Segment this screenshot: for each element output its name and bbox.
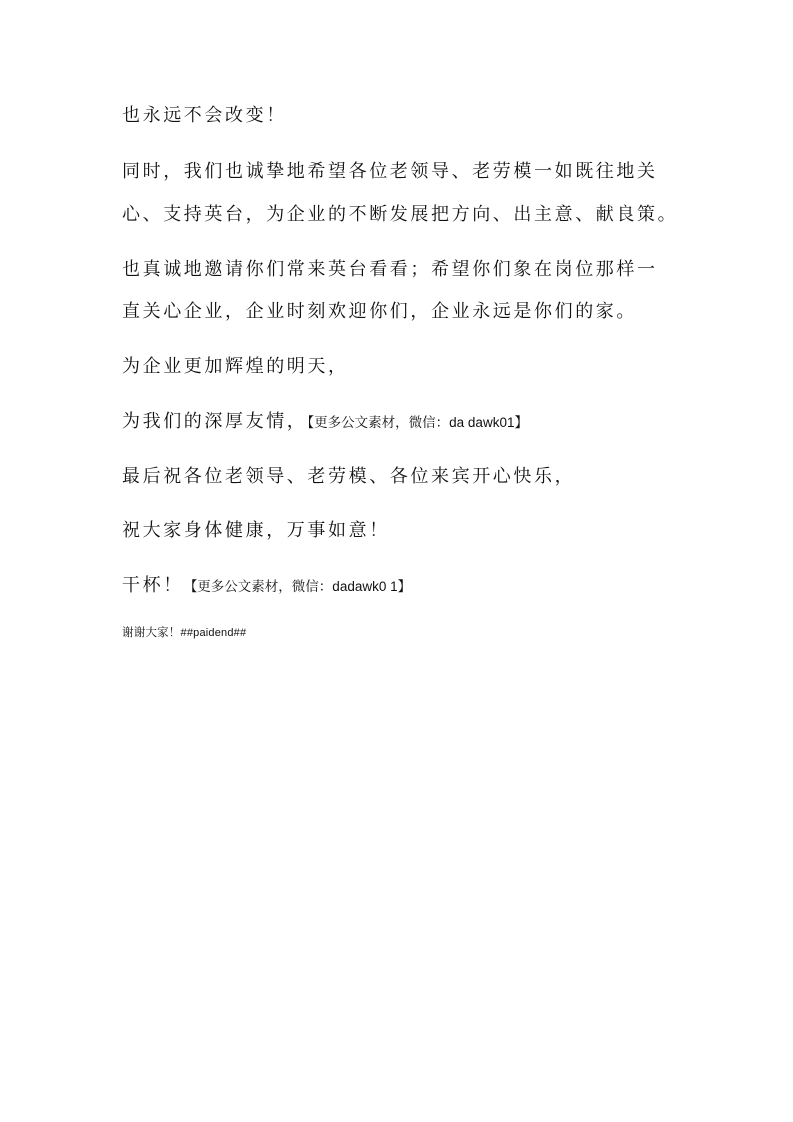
text-line-1: 也永远不会改变！ (122, 105, 287, 126)
text-line-health: 祝大家身体健康，万事如意！ (122, 520, 390, 541)
wechat-note-1: 【更多公文素材，微信：da dawk01】 (307, 415, 528, 430)
closing-line (122, 624, 246, 641)
text-line-friendship (122, 410, 528, 435)
text-line-4: 也真诚地邀请你们常来英台看看；希望你们象在岗位那样一 (122, 259, 658, 280)
text-line-cheers (122, 574, 411, 599)
closing-text: 谢谢大家！ (122, 625, 181, 639)
text-line-wishes: 最后祝各位老领导、老劳模、各位来宾开心快乐， (122, 466, 576, 487)
closing-tag: ##paidend## (180, 627, 247, 639)
text-line-3: 心、支持英台，为企业的不断发展把方向、出主意、献良策。 (122, 204, 679, 225)
text-line-5: 直关心企业，企业时刻欢迎你们，企业永远是你们的家。 (122, 301, 637, 322)
cheers-text: 干杯！ (122, 575, 184, 596)
text-line-2: 同时，我们也诚挚地希望各位老领导、老劳模一如既往地关 (122, 161, 658, 182)
friendship-text: 为我们的深厚友情， (122, 411, 308, 432)
wechat-note-2: 【更多公文素材，微信：dadawk0 1】 (183, 579, 412, 594)
text-line-6: 为企业更加辉煌的明天， (122, 356, 349, 377)
